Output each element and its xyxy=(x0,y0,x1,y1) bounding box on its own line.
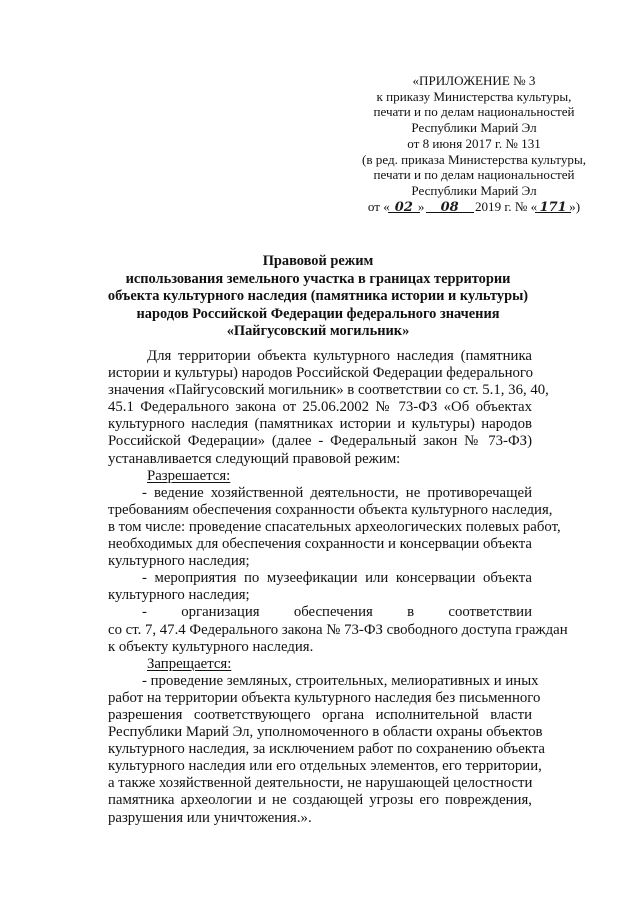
body-line: в том числе: проведение спасательных археологических полевых работ, xyxy=(108,518,561,535)
body-line: а также хозяйственной деятельности, не нарушающей целостности xyxy=(108,775,533,792)
body-line: разрешения соответствующего органа исполнительной власти xyxy=(108,706,532,723)
body-line: к объекту культурного наследия. xyxy=(108,638,314,655)
body-line: Для территории объекта культурного наследия (памятника xyxy=(147,348,532,364)
appendix-line: Республики Марий Эл xyxy=(411,182,537,198)
forbidden-heading: Запрещается: xyxy=(147,655,232,672)
document-body xyxy=(108,348,568,827)
body-line: - проведение земляных, строительных, мелиоративных и иных xyxy=(142,672,539,689)
body-line: устанавливается следующий правовой режим: xyxy=(108,450,401,467)
date-year-number: 2019 г. № « xyxy=(474,198,538,214)
body-line: Российской Федерации» (далее - Федеральный закон № 73-ФЗ) xyxy=(108,433,532,450)
document-title xyxy=(84,253,552,341)
allowed-heading: Разрешается: xyxy=(147,467,231,484)
handwritten-number: 171 xyxy=(537,199,569,216)
title-line: «Пайгусовский могильник» xyxy=(226,323,410,340)
appendix-line: (в ред. приказа Министерства культуры, xyxy=(361,151,587,167)
appendix-date-line xyxy=(330,199,618,216)
body-line: памятника археологии и не создающей угрозы его повреждения, xyxy=(108,792,532,809)
body-line: со ст. 7, 47.4 Федерального закона № 73-ФЗ свободного доступа граждан xyxy=(108,621,568,638)
date-prefix: от « xyxy=(367,198,390,214)
title-line: объекта культурного наследия (памятника истории и культуры) xyxy=(107,288,529,305)
appendix-line: от 8 июня 2017 г. № 131 xyxy=(407,135,541,151)
body-line: культурного наследия, за исключением работ по сохранению объекта xyxy=(108,741,545,758)
body-line: культурного наследия (памятниках истории и культуры) народов xyxy=(108,416,532,433)
body-line: работ на территории объекта культурного наследия без письменного xyxy=(108,689,541,706)
appendix-line: к приказу Министерства культуры, xyxy=(376,88,572,104)
appendix-line: печати и по делам национальностей xyxy=(373,167,575,183)
title-line: использования земельного участка в границах территории xyxy=(125,270,511,287)
body-line: необходимых для обеспечения сохранности и консервации объекта xyxy=(108,536,532,553)
body-line: Республики Марий Эл, уполномоченного в области охраны объектов xyxy=(108,724,543,741)
body-line: - ведение хозяйственной деятельности, не противоречащей xyxy=(142,484,532,501)
date-mid: » xyxy=(417,198,425,214)
handwritten-day: 02 xyxy=(390,199,418,216)
body-line: - мероприятия по музеефикации или консервации объекта xyxy=(142,570,532,587)
title-line: народов Российской Федерации федерального значения xyxy=(136,305,500,322)
body-line: требованиям обеспечения сохранности объекта культурного наследия, xyxy=(108,501,553,518)
body-line: культурного наследия или его отдельных элементов, его территории, xyxy=(108,758,542,775)
body-line: разрушения или уничтожения.». xyxy=(108,809,312,826)
appendix-header xyxy=(330,73,618,215)
appendix-line: Республики Марий Эл xyxy=(411,120,537,136)
appendix-line: печати и по делам национальностей xyxy=(373,104,575,120)
date-suffix: ») xyxy=(569,198,581,214)
appendix-line: «ПРИЛОЖЕНИЕ № 3 xyxy=(412,73,536,88)
body-line: истории и культуры) народов Российской Федерации федерального xyxy=(108,365,534,382)
title-line: Правовой режим xyxy=(262,253,374,269)
body-line: - организация обеспечения в соответствии xyxy=(142,604,532,621)
body-line: значения «Пайгусовский могильник» в соответствии со ст. 5.1, 36, 40, xyxy=(108,382,549,399)
body-line: 45.1 Федерального закона от 25.06.2002 № 73-ФЗ «Об объектах xyxy=(108,399,532,416)
handwritten-month: 08 xyxy=(428,199,472,216)
body-line: культурного наследия; xyxy=(108,587,250,604)
body-line: культурного наследия; xyxy=(108,553,250,570)
